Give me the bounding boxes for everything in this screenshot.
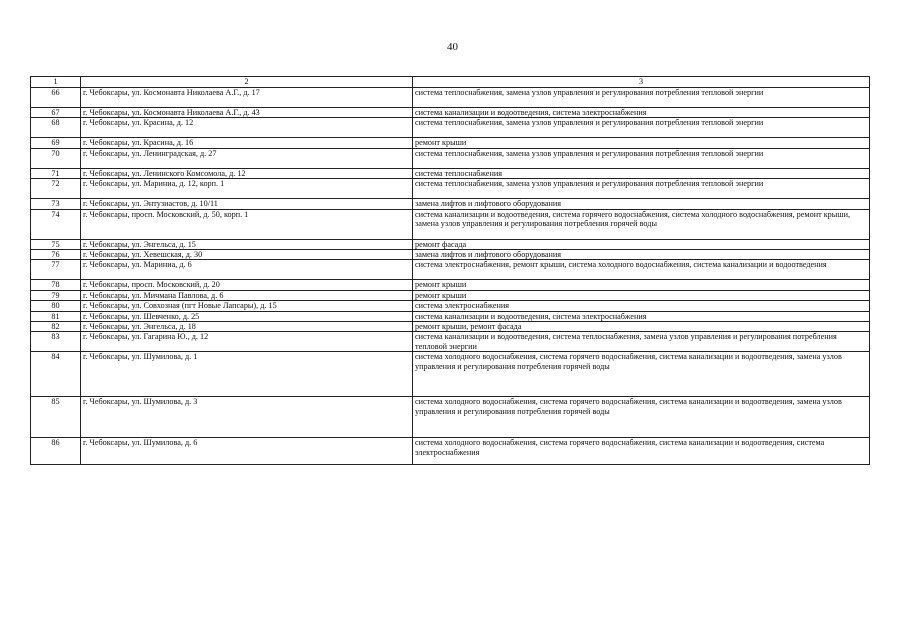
- row-address: г. Чебоксары, ул. Шумилова, д. 1: [81, 352, 413, 397]
- row-works: система канализации и водоотведения, система теплоснабжения, замена узлов управления и регулирования потребления тепловой энергии: [413, 332, 870, 352]
- table-row: [31, 322, 870, 332]
- row-address: г. Чебоксары, ул. Ленинградская, д. 27: [81, 148, 413, 168]
- table-row: [31, 250, 870, 260]
- row-works: система теплоснабжения, замена узлов управления и регулирования потребления тепловой энергии: [413, 118, 870, 138]
- row-address: г. Чебоксары, ул. Хевешская, д. 30: [81, 250, 413, 260]
- row-number: 81: [31, 311, 81, 321]
- table-row: [31, 138, 870, 148]
- row-works: система канализации и водоотведения, система электроснабжения: [413, 108, 870, 118]
- table-row: [31, 397, 870, 438]
- row-number: 69: [31, 138, 81, 148]
- row-works: ремонт крыши: [413, 290, 870, 300]
- row-address: г. Чебоксары, ул. Энгельса, д. 15: [81, 239, 413, 249]
- table-row: [31, 311, 870, 321]
- page-number: 40: [447, 41, 458, 53]
- row-address: г. Чебоксары, ул. Мариниа, д. 6: [81, 260, 413, 280]
- row-number: 75: [31, 239, 81, 249]
- row-number: 82: [31, 322, 81, 332]
- row-address: г. Чебоксары, ул. Мариниа, д. 12, корп. 1: [81, 179, 413, 199]
- table-row: [31, 108, 870, 118]
- row-works: система электроснабжения, ремонт крыши, система холодного водоснабжения, система канализации и водоотведения: [413, 260, 870, 280]
- row-number: 72: [31, 179, 81, 199]
- row-works: система канализации и водоотведения, система электроснабжения: [413, 311, 870, 321]
- row-works: система холодного водоснабжения, система горячего водоснабжения, система канализации и водоотведения, замена узлов управления и регулирования потребления горячей воды: [413, 352, 870, 397]
- row-number: 77: [31, 260, 81, 280]
- column-header-3: 3: [413, 77, 870, 88]
- row-address: г. Чебоксары, ул. Гагарина Ю., д. 12: [81, 332, 413, 352]
- row-number: 85: [31, 397, 81, 438]
- table-row: [31, 260, 870, 280]
- column-header-2: 2: [81, 77, 413, 88]
- row-number: 71: [31, 168, 81, 178]
- row-works: система канализации и водоотведения, система горячего водоснабжения, система холодного водоснабжения, ремонт крыши, замена узлов управления и регулирования потребления горячей воды: [413, 209, 870, 239]
- row-works: система теплоснабжения, замена узлов управления и регулирования потребления тепловой энергии: [413, 88, 870, 108]
- row-works: ремонт крыши: [413, 280, 870, 290]
- row-works: система теплоснабжения: [413, 168, 870, 178]
- row-address: г. Чебоксары, ул. Космонавта Николаева А.Г., д. 43: [81, 108, 413, 118]
- row-works: ремонт фасада: [413, 239, 870, 249]
- row-number: 83: [31, 332, 81, 352]
- table-row: [31, 148, 870, 168]
- row-address: г. Чебоксары, ул. Шумилова, д. 3: [81, 397, 413, 438]
- row-works: ремонт крыши: [413, 138, 870, 148]
- table-row: [31, 239, 870, 249]
- table-row: [31, 352, 870, 397]
- row-number: 78: [31, 280, 81, 290]
- row-works: замена лифтов и лифтового оборудования: [413, 199, 870, 209]
- row-address: г. Чебоксары, ул. Совхозная (пгт Новые Лапсары), д. 15: [81, 301, 413, 311]
- column-header-1: 1: [31, 77, 81, 88]
- row-works: ремонт крыши, ремонт фасада: [413, 322, 870, 332]
- table-row: [31, 290, 870, 300]
- row-number: 68: [31, 118, 81, 138]
- row-number: 67: [31, 108, 81, 118]
- table-header: [31, 77, 870, 88]
- row-works: система теплоснабжения, замена узлов управления и регулирования потребления тепловой энергии: [413, 179, 870, 199]
- table-row: [31, 332, 870, 352]
- row-address: г. Чебоксары, просп. Московский, д. 20: [81, 280, 413, 290]
- row-number: 73: [31, 199, 81, 209]
- row-address: г. Чебоксары, ул. Шевченко, д. 25: [81, 311, 413, 321]
- row-number: 76: [31, 250, 81, 260]
- row-number: 70: [31, 148, 81, 168]
- table-row: [31, 209, 870, 239]
- table-body: [31, 88, 870, 465]
- table-row: [31, 438, 870, 465]
- row-works: замена лифтов и лифтового оборудования: [413, 250, 870, 260]
- row-address: г. Чебоксары, ул. Ленинского Комсомола, д. 12: [81, 168, 413, 178]
- row-address: г. Чебоксары, просп. Московский, д. 50, корп. 1: [81, 209, 413, 239]
- table-row: [31, 88, 870, 108]
- table-row: [31, 179, 870, 199]
- row-number: 84: [31, 352, 81, 397]
- header-row: [31, 77, 870, 88]
- row-address: г. Чебоксары, ул. Красина, д. 16: [81, 138, 413, 148]
- row-address: г. Чебоксары, ул. Энтузиастов, д. 10/11: [81, 199, 413, 209]
- row-works: система электроснабжения: [413, 301, 870, 311]
- table-row: [31, 118, 870, 138]
- row-works: система теплоснабжения, замена узлов управления и регулирования потребления тепловой энергии: [413, 148, 870, 168]
- row-address: г. Чебоксары, ул. Красина, д. 12: [81, 118, 413, 138]
- buildings-table: [30, 76, 870, 465]
- table-row: [31, 301, 870, 311]
- table-row: [31, 168, 870, 178]
- row-works: система холодного водоснабжения, система горячего водоснабжения, система канализации и водоотведения, замена узлов управления и регулирования потребления горячей воды: [413, 397, 870, 438]
- row-number: 86: [31, 438, 81, 465]
- table-row: [31, 199, 870, 209]
- row-number: 80: [31, 301, 81, 311]
- table-row: [31, 280, 870, 290]
- row-number: 79: [31, 290, 81, 300]
- row-address: г. Чебоксары, ул. Шумилова, д. 6: [81, 438, 413, 465]
- row-address: г. Чебоксары, ул. Энгельса, д. 18: [81, 322, 413, 332]
- row-number: 66: [31, 88, 81, 108]
- row-address: г. Чебоксары, ул. Мичмана Павлова, д. 6: [81, 290, 413, 300]
- row-address: г. Чебоксары, ул. Космонавта Николаева А.Г., д. 17: [81, 88, 413, 108]
- row-works: система холодного водоснабжения, система горячего водоснабжения, система канализации и водоотведения, система электроснабжения: [413, 438, 870, 465]
- row-number: 74: [31, 209, 81, 239]
